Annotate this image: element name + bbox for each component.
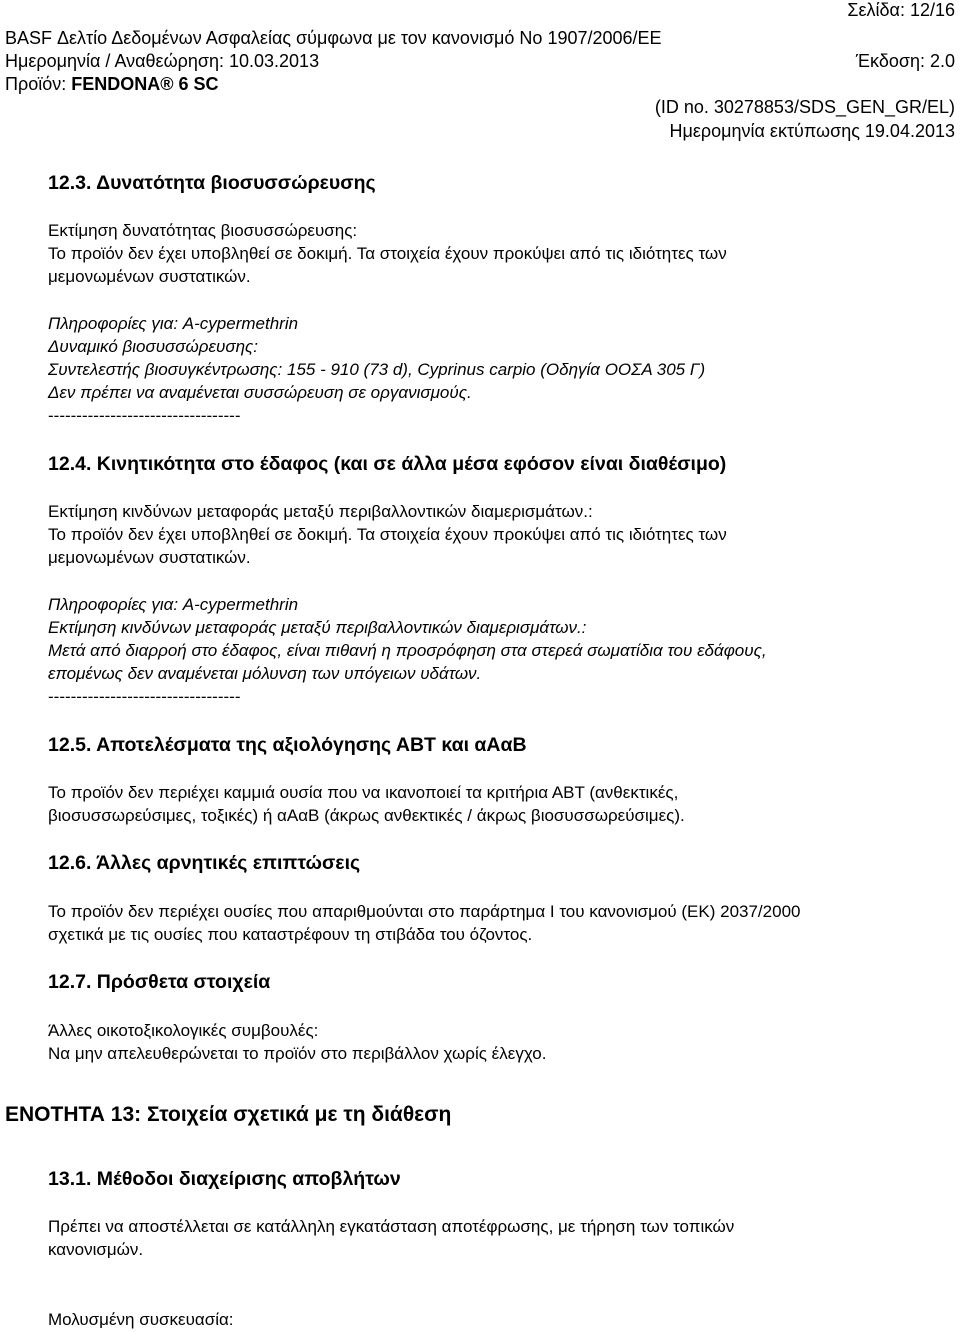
heading-12-5: 12.5. Αποτελέσματα της αξιολόγησης ΑΒΤ και αΑαΒ bbox=[48, 734, 527, 756]
s12-5-text-line1: Το προϊόν δεν περιέχει καμμιά ουσία που να ικανοποιεί τα κριτήρια ΑΒΤ (ανθεκτικές, bbox=[48, 783, 679, 802]
s12-3-assessment-label: Εκτίμηση δυνατότητας βιοσυσσώρευσης: bbox=[48, 221, 358, 240]
s12-3-conclusion: Δεν πρέπει να αναμένεται συσσώρευση σε οργανισμούς. bbox=[48, 383, 472, 402]
s12-4-text-line2: μεμονωμένων συστατικών. bbox=[48, 548, 251, 567]
product-line bbox=[5, 74, 219, 94]
s12-4-info-for: Πληροφορίες για: A-cypermethrin bbox=[48, 595, 299, 614]
s12-6-text-line1: Το προϊόν δεν περιέχει ουσίες που απαριθμούνται στο παράρτημα I του κανονισμού (ΕΚ) 2037/2000 bbox=[48, 902, 801, 921]
s12-4-text-line1: Το προϊόν δεν έχει υποβληθεί σε δοκιμή. Τα στοιχεία έχουν προκύψει από τις ιδιότητες των bbox=[48, 525, 727, 544]
s12-4-assessment-label: Εκτίμηση κινδύνων μεταφοράς μεταξύ περιβαλλοντικών διαμερισμάτων.: bbox=[48, 502, 593, 521]
document-title: BASF Δελτίο Δεδομένων Ασφαλείας σύμφωνα με τον κανονισμό Νο 1907/2006/ΕΕ bbox=[5, 28, 662, 48]
heading-12-7: 12.7. Πρόσθετα στοιχεία bbox=[48, 971, 271, 993]
s12-3-bcf: Συντελεστής βιοσυγκέντρωσης: 155 - 910 (73 d), Cyprinus carpio (Οδηγία ΟΟΣΑ 305 Γ) bbox=[48, 360, 706, 379]
heading-section-13: ΕΝΟΤΗΤΑ 13: Στοιχεία σχετικά με τη διάθεση bbox=[5, 1103, 452, 1126]
s12-3-text-line1: Το προϊόν δεν έχει υποβληθεί σε δοκιμή. Τα στοιχεία έχουν προκύψει από τις ιδιότητες των bbox=[48, 244, 727, 263]
s12-7-text-line1: Να μην απελευθερώνεται το προϊόν στο περιβάλλον χωρίς έλεγχο. bbox=[48, 1044, 547, 1063]
s12-5-text-line2: βιοσυσσωρεύσιμες, τοξικές) ή αΑαΒ (άκρως ανθεκτικές / άκρως βιοσυσσωρεύσιμες). bbox=[48, 806, 685, 825]
s12-4-assessment-label-2: Εκτίμηση κινδύνων μεταφοράς μεταξύ περιβαλλοντικών διαμερισμάτων.: bbox=[48, 618, 587, 637]
s12-3-info-for: Πληροφορίες για: A-cypermethrin bbox=[48, 314, 299, 333]
version: Έκδοση: 2.0 bbox=[855, 51, 955, 71]
heading-12-3: 12.3. Δυνατότητα βιοσυσσώρευσης bbox=[48, 172, 376, 194]
product-name: FENDONA® 6 SC bbox=[71, 74, 219, 94]
s12-7-label: Άλλες οικοτοξικολογικές συμβουλές: bbox=[48, 1021, 319, 1040]
heading-12-4: 12.4. Κινητικότητα στο έδαφος (και σε άλλα μέσα εφόσον είναι διαθέσιμο) bbox=[48, 453, 727, 475]
s12-6-text-line2: σχετικά με τις ουσίες που καταστρέφουν τη στιβάδα του όζοντος. bbox=[48, 925, 533, 944]
print-date: Ημερομηνία εκτύπωσης 19.04.2013 bbox=[669, 121, 955, 141]
s12-4-separator: ---------------------------------- bbox=[48, 687, 241, 706]
s12-3-text-line2: μεμονωμένων συστατικών. bbox=[48, 267, 251, 286]
heading-13-1: 13.1. Μέθοδοι διαχείρισης αποβλήτων bbox=[48, 1168, 401, 1190]
s13-packaging-label: Μολυσμένη συσκευασία: bbox=[48, 1310, 234, 1329]
id-number: (ID no. 30278853/SDS_GEN_GR/EL) bbox=[654, 97, 955, 117]
s13-1-text-line2: κανονισμών. bbox=[48, 1240, 144, 1259]
s13-1-text-line1: Πρέπει να αποστέλλεται σε κατάλληλη εγκατάσταση αποτέφρωσης, με τήρηση των τοπικών bbox=[48, 1217, 735, 1236]
heading-12-6: 12.6. Άλλες αρνητικές επιπτώσεις bbox=[48, 852, 361, 874]
page-number: Σελίδα: 12/16 bbox=[847, 0, 955, 20]
s12-4-detail-line2: επομένως δεν αναμένεται μόλυνση των υπόγειων υδάτων. bbox=[48, 664, 482, 683]
product-label: Προϊόν: bbox=[5, 74, 72, 94]
s12-4-detail-line1: Μετά από διαρροή στο έδαφος, είναι πιθανή η προσρόφηση στα στερεά σωματίδια του εδάφους, bbox=[48, 641, 767, 660]
s12-3-potential-label: Δυναμικό βιοσυσσώρευσης: bbox=[48, 337, 259, 356]
revision-date: Ημερομηνία / Αναθεώρηση: 10.03.2013 bbox=[5, 51, 320, 71]
s12-3-separator: ---------------------------------- bbox=[48, 406, 241, 425]
